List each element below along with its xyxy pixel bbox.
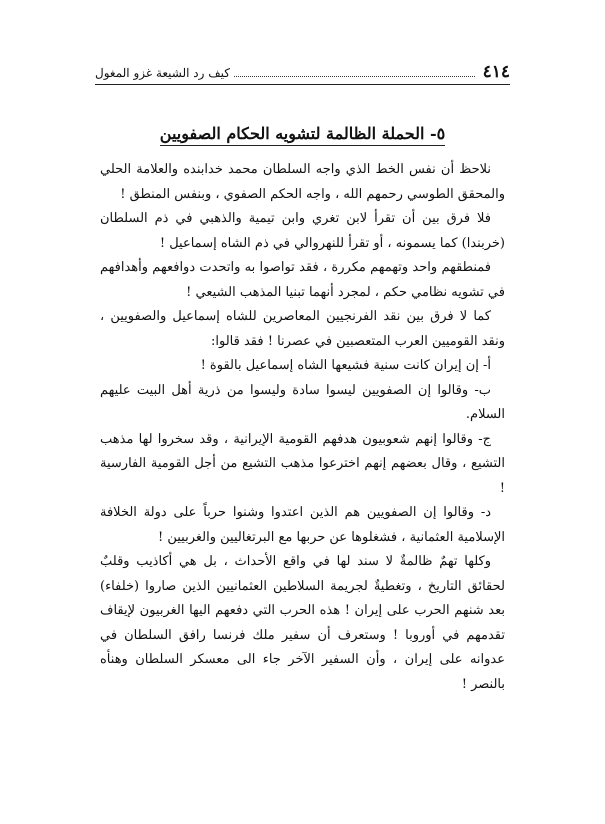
paragraph: وكلها تهمٌ ظالمةٌ لا سند لها في واقع الأحداث ، بل هي أكاذيب وقلبٌ لحقائق التاريخ ، وتغطيةٌ لجريمة السلاطين العثمانيين الذين صاروا (خلفاء) بعد شنهم الحرب على إيران ! هذه الحرب التي دفعهم اليها الغربيون لإيقاف تقدمهم في أوروبا ! وستعرف أن سفير ملك فرنسا رافق السلطان في عدوانه على إيران ، وأن السفير الآخر جاء الى معسكر السلطان وهنأه بالنصر !: [100, 554, 505, 692]
list-item: أ- إن إيران كانت سنية فشيعها الشاه إسماعيل بالقوة !: [200, 358, 491, 373]
section-heading: [0, 122, 605, 146]
list-item: د- وقالوا إن الصفويين هم الذين اعتدوا وشنوا حرباً على دولة الخلافة الإسلامية العثمانية ، فشغلوها عن حربها مع البرتغاليين والغربيين !: [100, 505, 505, 545]
paragraph: كما لا فرق بين نقد الفرنجيين المعاصرين للشاه إسماعيل والصفويين ، ونقد القوميين العرب المتعصبين في عصرنا ! فقد قالوا:: [100, 309, 505, 349]
paragraph: نلاحظ أن نفس الخط الذي واجه السلطان محمد خدابنده والعلامة الحلي والمحقق الطوسي رحمهم الله ، واجه الحكم الصفوي ، وبنفس المنطق !: [100, 162, 505, 202]
list-item: ب- وقالوا إن الصفويين ليسوا سادة وليسوا من ذرية أهل البيت عليهم السلام.: [100, 382, 505, 422]
page-header: [95, 60, 510, 82]
paragraph: فلا فرق بين أن تقرأ لابن تغري وابن تيمية والذهبي في ذم السلطان (خربندا) كما يسمونه ، أو تقرأ للنهروالي في ذم الشاه إسماعيل !: [100, 211, 505, 251]
header-dot-leader: [234, 75, 475, 77]
paragraph: فمنطقهم واحد وتهمهم مكررة ، فقد تواصوا به واتحدت دوافعهم وأهدافهم في تشويه نظامي حكم ، لمجرد أنهما تبنيا المذهب الشيعي !: [100, 260, 505, 300]
header-rule: [95, 84, 510, 85]
running-title: كيف رد الشيعة غزو المغول: [95, 66, 231, 80]
section-title: ٥- الحملة الظالمة لتشويه الحكام الصفويين: [160, 124, 445, 146]
page-number: ٤١٤: [482, 62, 510, 82]
body-text: [100, 158, 505, 697]
list-item: ج- وقالوا إنهم شعوبيون هدفهم القومية الإيرانية ، وقد سخروا لها مذهب التشيع ، وقال بعضهم إنهم اخترعوا مذهب التشيع من أجل القومية الفارسية !: [100, 431, 505, 496]
